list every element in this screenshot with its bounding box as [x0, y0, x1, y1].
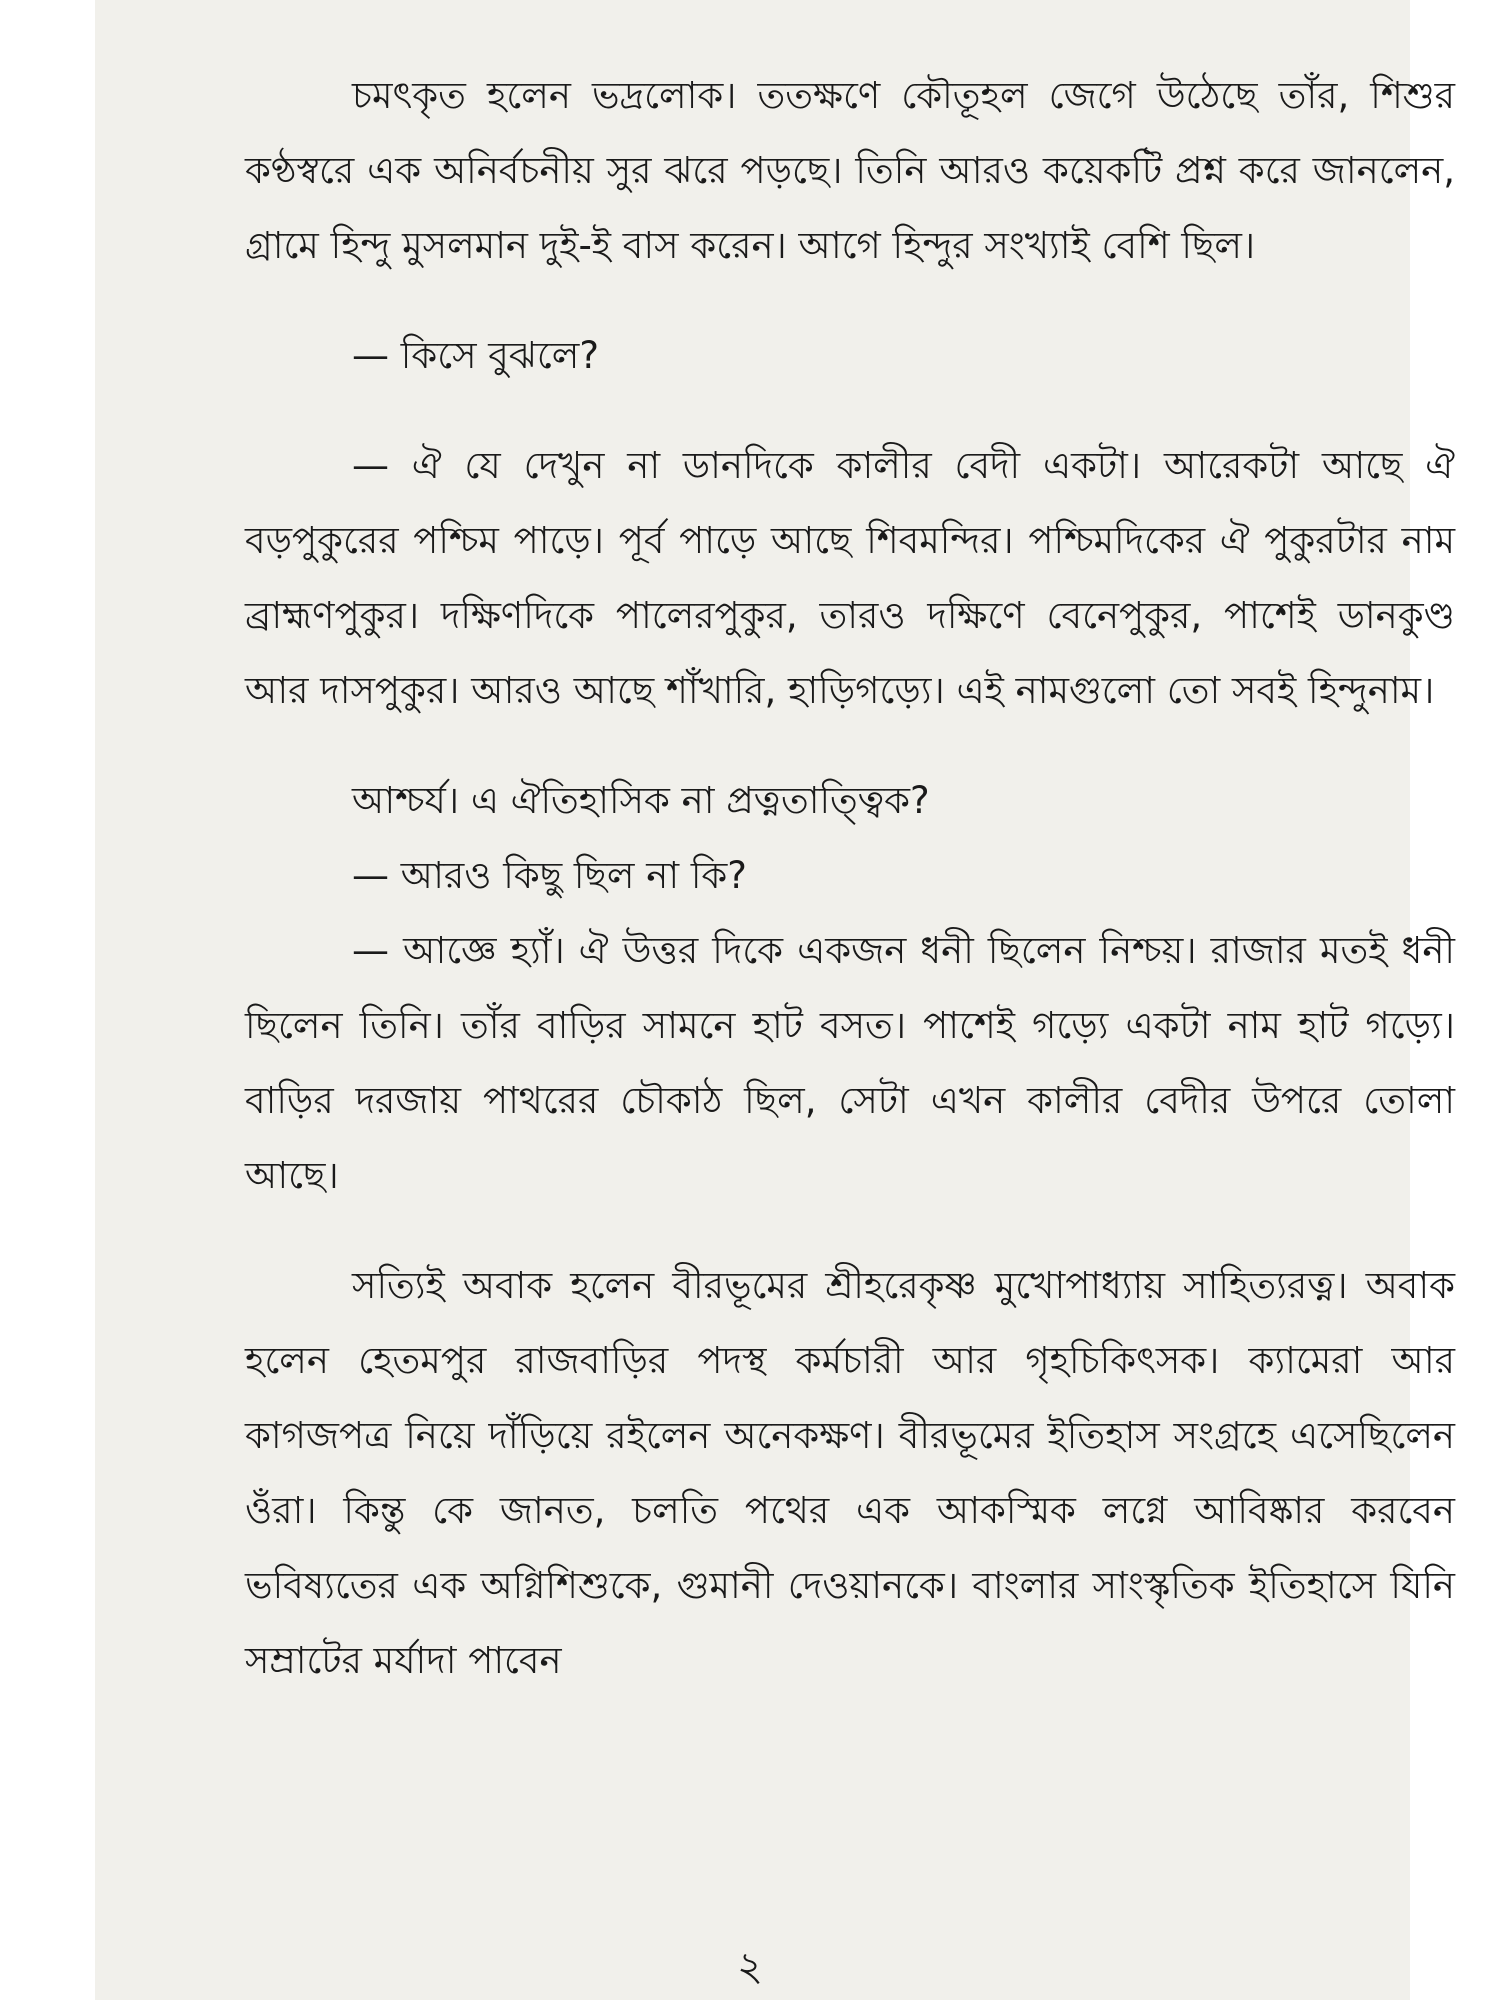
paragraph-7: সত্যিই অবাক হলেন বীরভূমের শ্রীহরেকৃষ্ণ মুখোপাধ্যায় সাহিত্যরত্ন। অবাক হলেন হেতমপুর রাজবাড়ির পদস্থ কর্মচারী আর গৃহচিকিৎসক। ক্যামেরা আর কাগজপত্র নিয়ে দাঁড়িয়ে রইলেন অনেকক্ষণ। বীরভূমের ইতিহাস সংগ্রহে এসেছিলেন ওঁরা। কিন্তু কে জানত, চলতি পথের এক আকস্মিক লগ্নে আবিষ্কার করবেন ভবিষ্যতের এক অগ্নিশিশুকে, গুমানী দেওয়ানকে। বাংলার সাংস্কৃতিক ইতিহাসে যিনি সম্রাটের মর্যাদা পাবেন: [245, 1264, 1455, 1682]
book-page: [95, 0, 1455, 2000]
paragraph-6: — আজ্ঞে হ্যাঁ। ঐ উত্তর দিকে একজন ধনী ছিলেন নিশ্চয়। রাজার মতই ধনী ছিলেন তিনি। তাঁর বাড়ির সামনে হাট বসত। পাশেই গড়্যে একটা নাম হাট গড়্যে। বাড়ির দরজায় পাথরের চৌকাঠ ছিল, সেটা এখন কালীর বেদীর উপরে তোলা আছে।: [245, 929, 1455, 1197]
page-body: [245, 58, 1455, 1698]
paragraph-3: — ঐ যে দেখুন না ডানদিকে কালীর বেদী একটা। আরেকটা আছে ঐ বড়পুকুরের পশ্চিম পাড়ে। পূর্ব পাড়ে আছে শিবমন্দির। পশ্চিমদিকের ঐ পুকুরটার নাম ব্রাহ্মণপুকুর। দক্ষিণদিকে পালেরপুকুর, তারও দক্ষিণে বেনেপুকুর, পাশেই ডানকুণ্ড আর দাসপুকুর। আরও আছে শাঁখারি, হাড়িগড়্যে। এই নামগুলো তো সবই হিন্দুনাম।: [245, 444, 1455, 712]
paragraph-5: — আরও কিছু ছিল না কি?: [352, 854, 747, 897]
paragraph-1: চমৎকৃত হলেন ভদ্রলোক। ততক্ষণে কৌতূহল জেগে উঠেছে তাঁর, শিশুর কণ্ঠস্বরে এক অনির্বচনীয় সুর ঝরে পড়ছে। তিনি আরও কয়েকটি প্রশ্ন করে জানলেন, গ্রামে হিন্দু মুসলমান দুই-ই বাস করেন। আগে হিন্দুর সংখ্যাই বেশি ছিল।: [245, 74, 1455, 267]
paragraph-4: আশ্চর্য। এ ঐতিহাসিক না প্রত্নতাত্ত্বিক?: [352, 779, 930, 822]
paragraph-2: — কিসে বুঝলে?: [352, 334, 599, 377]
page-number: ২: [736, 1944, 763, 1990]
